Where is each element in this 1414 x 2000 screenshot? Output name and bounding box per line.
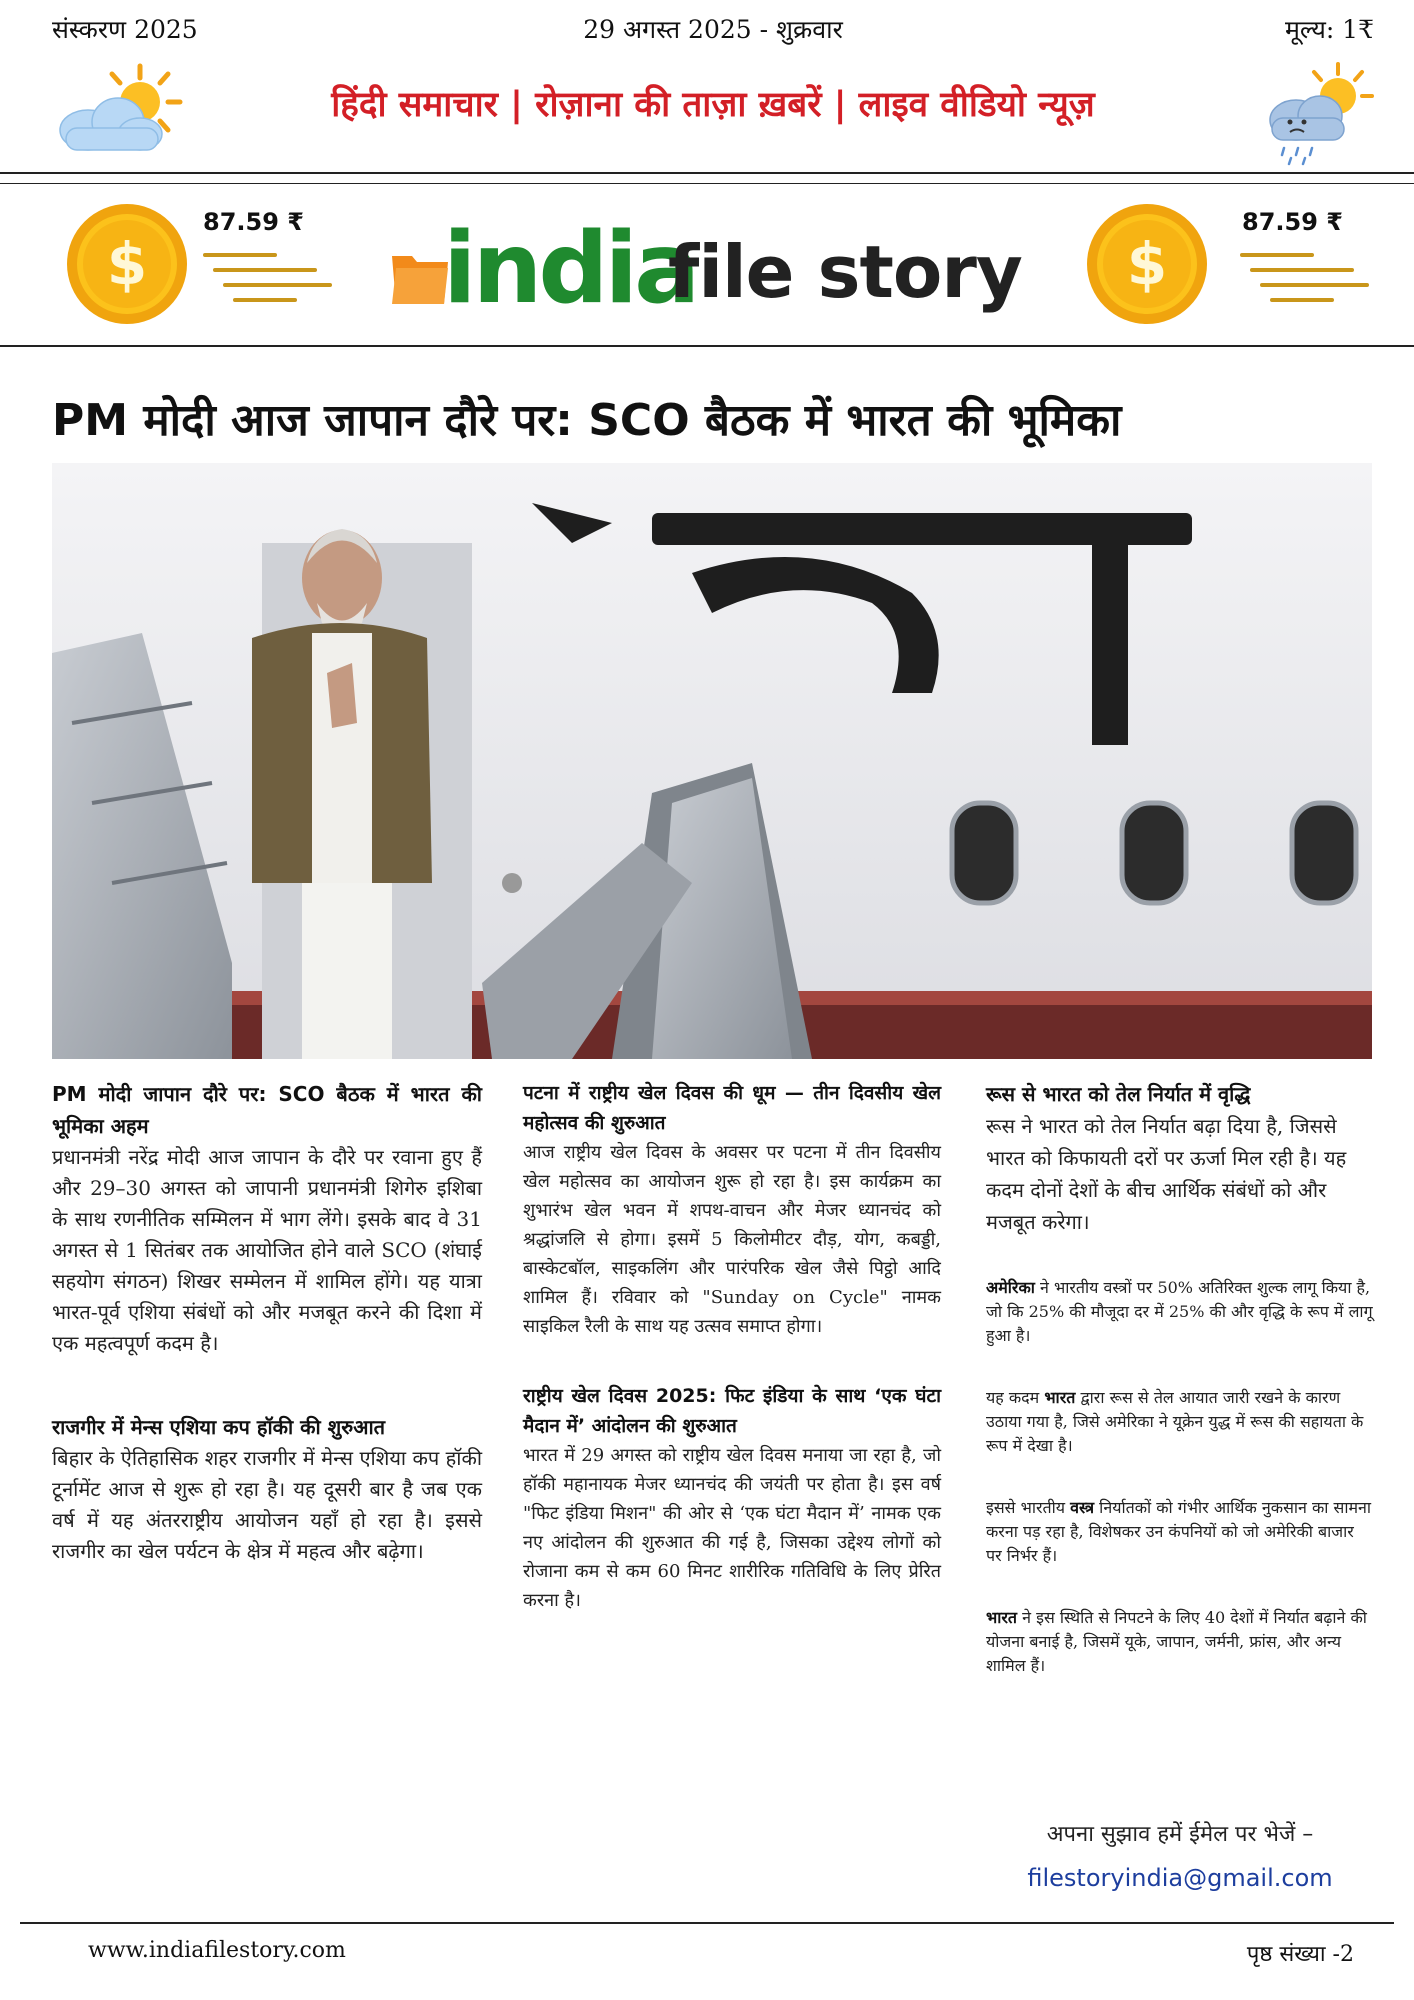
svg-text:$: $ xyxy=(1126,230,1168,298)
masthead xyxy=(0,190,1414,340)
suggestion-box xyxy=(1000,1818,1360,1892)
lead-photo xyxy=(52,463,1372,1059)
issue-date: 29 अगस्त 2025 - शुक्रवार xyxy=(583,15,843,44)
logo-wordmark-file-story: file story xyxy=(668,230,1022,314)
price-label: मूल्य: 1₹ xyxy=(1284,15,1374,44)
currency-rate-right: 87.59 ₹ xyxy=(1242,208,1343,236)
dollar-coin-icon xyxy=(65,202,190,327)
currency-rate-left: 87.59 ₹ xyxy=(203,208,304,236)
edition-label: संस्करण 2025 xyxy=(52,15,198,44)
paragraph-text: ने इस स्थिति से निपटने के लिए 40 देशों में निर्यात बढ़ाने की योजना बनाई है, जिसमें यूके, जापान, जर्मनी, फ्रांस, और अन्य शामिल हैं। xyxy=(986,1608,1367,1675)
tagline: हिंदी समाचार | रोज़ाना की ताज़ा ख़बरें | लाइव वीडियो न्यूज़ xyxy=(331,85,1095,125)
header-divider-thin xyxy=(0,183,1414,184)
contact-email-link[interactable]: filestoryindia@gmail.com xyxy=(1027,1864,1333,1892)
bold-term: भारत xyxy=(986,1608,1018,1627)
suggestion-label: अपना सुझाव हमें ईमेल पर भेजें – xyxy=(1046,1822,1314,1847)
bold-term: अमेरिका xyxy=(986,1278,1035,1297)
paragraph-text: द्वारा रूस से तेल आयात जारी रखने के कारण उठाया गया है, जिसे अमेरिका ने यूक्रेन युद्ध में रूस की सहायता के रूप में देखा है। xyxy=(986,1388,1364,1455)
top-bar xyxy=(52,12,1374,52)
article-paragraph xyxy=(986,1386,1374,1458)
sun-cloud-icon xyxy=(48,58,208,158)
paragraph-text: ने भारतीय वस्त्रों पर 50% अतिरिक्त शुल्क लागू किया है, जो कि 25% की मौजूदा दर में 25% की और वृद्धि के रूप में लागू हुआ है। xyxy=(986,1278,1373,1345)
footer-divider xyxy=(20,1922,1394,1924)
tagline-row xyxy=(48,58,1378,168)
article-title: PM मोदी जापान दौरे पर: SCO बैठक में भारत की भूमिका अहम xyxy=(52,1082,482,1138)
column-1 xyxy=(52,1078,482,1567)
header-divider xyxy=(0,172,1414,174)
brand-logo[interactable] xyxy=(385,190,1065,340)
dollar-coin-icon xyxy=(1085,202,1210,327)
article-paragraph xyxy=(986,1606,1374,1678)
logo-wordmark-india: india xyxy=(443,212,697,326)
photo-pm-aircraft-door xyxy=(52,463,1372,1059)
article-body: भारत में 29 अगस्त को राष्ट्रीय खेल दिवस मनाया जा रहा है, जो हॉकी महानायक मेजर ध्यानचंद की जयंती पर होता है। इस वर्ष "फिट इंडिया मिशन" की ओर से ‘एक घंटा मैदान में’ नामक एक नए आंदोलन की शुरुआत की गई है, जिसका उद्देश्य लोगों को रोजाना कम से कम 60 मिनट शारीरिक गतिविधि के लिए प्रेरित करना है। xyxy=(523,1445,941,1611)
masthead-divider xyxy=(0,345,1414,347)
article-lead: रूस ने भारत को तेल निर्यात बढ़ा दिया है, जिससे भारत को किफायती दरों पर ऊर्जा मिल रही है। यह कदम दोनों देशों के बीच आर्थिक संबंधों को और मजबूत करेगा। xyxy=(986,1114,1347,1234)
article-paragraph xyxy=(986,1496,1374,1568)
article-title: रूस से भारत को तेल निर्यात में वृद्धि xyxy=(986,1082,1251,1106)
column-3 xyxy=(986,1078,1374,1678)
website-link[interactable]: www.indiafilestory.com xyxy=(88,1938,346,1963)
article-body: आज राष्ट्रीय खेल दिवस के अवसर पर पटना में तीन दिवसीय खेल महोत्सव का आयोजन शुरू हो रहा है। इस कार्यक्रम का शुभारंभ खेल भवन में शपथ-वाचन और मेजर ध्यानचंद को श्रद्धांजलि से होगा। इसमें 5 किलोमीटर दौड़, योग, कबड्डी, बास्केटबॉल, साइकलिंग और पारंपरिक खेल जैसे पिट्ठो आदि शामिल हैं। रविवार को "Sunday on Cycle" नामक साइकिल रैली के साथ यह उत्सव समाप्त होगा। xyxy=(523,1142,941,1337)
main-headline: PM मोदी आज जापान दौरे पर: SCO बैठक में भारत की भूमिका xyxy=(52,395,1122,446)
speed-lines-icon xyxy=(1232,245,1372,315)
article-title: राष्ट्रीय खेल दिवस 2025: फिट इंडिया के साथ ‘एक घंटा मैदान में’ आंदोलन की शुरुआत xyxy=(523,1385,941,1437)
article-body: प्रधानमंत्री नरेंद्र मोदी आज जापान के दौरे पर रवाना हुए हैं और 29–30 अगस्त को जापानी प्रधानमंत्री शिगेरु इशिबा के साथ रणनीतिक सम्मिलन में भाग लेंगे। इसके बाद वे 31 अगस्त से 1 सितंबर तक आयोजित होने वाले SCO (शंघाई सहयोग संगठन) शिखर सम्मेलन में शामिल होंगे। यह यात्रा भारत-पूर्व एशिया संबंधों को और मजबूत करने की दिशा में एक महत्वपूर्ण कदम है। xyxy=(52,1145,482,1355)
paragraph-text: इससे भारतीय xyxy=(986,1498,1071,1517)
article-paragraph xyxy=(986,1276,1374,1348)
bold-term: वस्त्र xyxy=(1070,1498,1095,1517)
article-body: बिहार के ऐतिहासिक शहर राजगीर में मेन्स एशिया कप हॉकी टूर्नामेंट आज से शुरू हो रहा है। यह दूसरी बार है जब एक वर्ष में यह अंतरराष्ट्रीय आयोजन यहाँ हो रहा है। इससे राजगीर का खेल पर्यटन के क्षेत्र में महत्व और बढ़ेगा। xyxy=(52,1446,482,1563)
folder-icon xyxy=(390,248,450,306)
rain-sun-cloud-icon xyxy=(1258,58,1378,168)
article-title: राजगीर में मेन्स एशिया कप हॉकी की शुरुआत xyxy=(52,1415,386,1439)
article-title: पटना में राष्ट्रीय खेल दिवस की धूम — तीन दिवसीय खेल महोत्सव की शुरुआत xyxy=(523,1082,941,1134)
page-number: पृष्ठ संख्या -2 xyxy=(1246,1942,1354,1967)
column-2 xyxy=(523,1078,941,1615)
speed-lines-icon xyxy=(195,245,335,315)
bold-term: भारत xyxy=(1044,1388,1076,1407)
paragraph-text: यह कदम xyxy=(986,1388,1045,1407)
svg-text:$: $ xyxy=(106,230,148,298)
paragraph-text: निर्यातकों को गंभीर आर्थिक नुकसान का सामना करना पड़ रहा है, विशेषकर उन कंपनियों को जो अमेरिकी बाजार पर निर्भर हैं। xyxy=(986,1498,1372,1565)
